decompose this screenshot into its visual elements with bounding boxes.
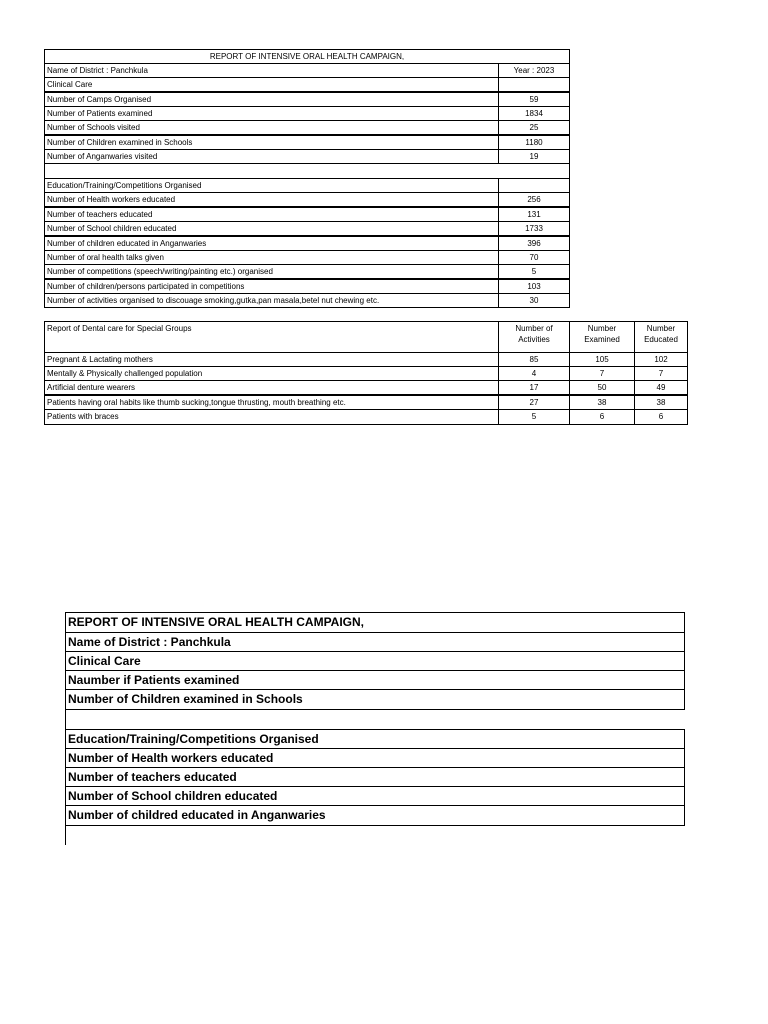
report2-spacer-left-edge xyxy=(65,709,66,730)
education-row-value: 256 xyxy=(498,192,570,207)
education-row-value: 5 xyxy=(498,264,570,279)
special-groups-header: Report of Dental care for Special Groups xyxy=(44,321,499,353)
report2-education-row: Number of Health workers educated xyxy=(65,748,685,768)
clinical-row-label: Number of Children examined in Schools xyxy=(44,135,499,150)
col-header-examined xyxy=(569,321,635,353)
report2-education-row: Number of childred educated in Anganwaries xyxy=(65,805,685,826)
special-row-examined: 38 xyxy=(569,395,635,410)
col-header-educated-text: Number Educated xyxy=(644,324,678,344)
education-row-value: 103 xyxy=(498,279,570,294)
education-row-label: Number of children/persons participated in competitions xyxy=(44,279,499,294)
education-row-value: 70 xyxy=(498,250,570,265)
report2-district-label: Name of District : Panchkula xyxy=(65,632,685,652)
education-row-label: Number of teachers educated xyxy=(44,207,499,222)
special-row-label: Patients with braces xyxy=(44,409,499,425)
special-row-activities: 17 xyxy=(498,380,570,395)
education-row-label: Number of activities organised to discouage smoking,gutka,pan masala,betel nut chewing etc. xyxy=(44,293,499,308)
clinical-row-label: Number of Schools visited xyxy=(44,120,499,135)
clinical-row-value: 1834 xyxy=(498,106,570,121)
clinical-row-label: Number of Camps Organised xyxy=(44,92,499,107)
special-row-activities: 4 xyxy=(498,366,570,381)
report2-education-row: Number of teachers educated xyxy=(65,767,685,787)
special-row-activities: 5 xyxy=(498,409,570,425)
special-row-educated: 7 xyxy=(634,366,688,381)
clinical-row-label: Number of Patients examined xyxy=(44,106,499,121)
education-row-label: Number of competitions (speech/writing/painting etc.) organised xyxy=(44,264,499,279)
education-header: Education/Training/Competitions Organised xyxy=(44,178,499,193)
special-row-examined: 6 xyxy=(569,409,635,425)
education-header-value xyxy=(498,178,570,193)
special-row-label: Patients having oral habits like thumb sucking,tongue thrusting, mouth breathing etc. xyxy=(44,395,499,410)
special-row-activities: 85 xyxy=(498,352,570,367)
report2-clinical-row: Number of Children examined in Schools xyxy=(65,689,685,710)
special-row-examined: 105 xyxy=(569,352,635,367)
clinical-care-header-value xyxy=(498,77,570,92)
special-row-educated: 102 xyxy=(634,352,688,367)
clinical-row-label: Number of Anganwaries visited xyxy=(44,149,499,164)
education-row-value: 1733 xyxy=(498,221,570,236)
col-header-activities xyxy=(498,321,570,353)
report2-title: REPORT OF INTENSIVE ORAL HEALTH CAMPAIGN, xyxy=(65,612,685,633)
report1-title: REPORT OF INTENSIVE ORAL HEALTH CAMPAIGN, xyxy=(44,49,570,64)
clinical-row-value: 1180 xyxy=(498,135,570,150)
education-row-label: Number of oral health talks given xyxy=(44,250,499,265)
col-header-activities-text: Number of Activities xyxy=(515,324,553,344)
col-header-educated xyxy=(634,321,688,353)
education-row-value: 131 xyxy=(498,207,570,222)
report2-clinical-row: Naumber if Patients examined xyxy=(65,670,685,690)
education-row-value: 396 xyxy=(498,236,570,251)
education-row-value: 30 xyxy=(498,293,570,308)
spacer-row xyxy=(44,163,570,179)
clinical-care-header: Clinical Care xyxy=(44,77,499,92)
year-label: Year : 2023 xyxy=(498,63,570,78)
education-row-label: Number of Health workers educated xyxy=(44,192,499,207)
special-row-examined: 7 xyxy=(569,366,635,381)
clinical-row-value: 25 xyxy=(498,120,570,135)
special-row-educated: 49 xyxy=(634,380,688,395)
clinical-row-value: 59 xyxy=(498,92,570,107)
col-header-examined-text: Number Examined xyxy=(584,324,620,344)
report2-education-header: Education/Training/Competitions Organised xyxy=(65,729,685,749)
special-row-activities: 27 xyxy=(498,395,570,410)
special-row-examined: 50 xyxy=(569,380,635,395)
special-row-label: Mentally & Physically challenged population xyxy=(44,366,499,381)
education-row-label: Number of School children educated xyxy=(44,221,499,236)
report2-clinical-header: Clinical Care xyxy=(65,651,685,671)
special-row-educated: 6 xyxy=(634,409,688,425)
special-row-label: Artificial denture wearers xyxy=(44,380,499,395)
special-row-label: Pregnant & Lactating mothers xyxy=(44,352,499,367)
report2-education-row: Number of School children educated xyxy=(65,786,685,806)
report2-trailing-left-edge xyxy=(65,825,66,845)
clinical-row-value: 19 xyxy=(498,149,570,164)
special-row-educated: 38 xyxy=(634,395,688,410)
education-row-label: Number of children educated in Anganwaries xyxy=(44,236,499,251)
district-label: Name of District : Panchkula xyxy=(44,63,499,78)
